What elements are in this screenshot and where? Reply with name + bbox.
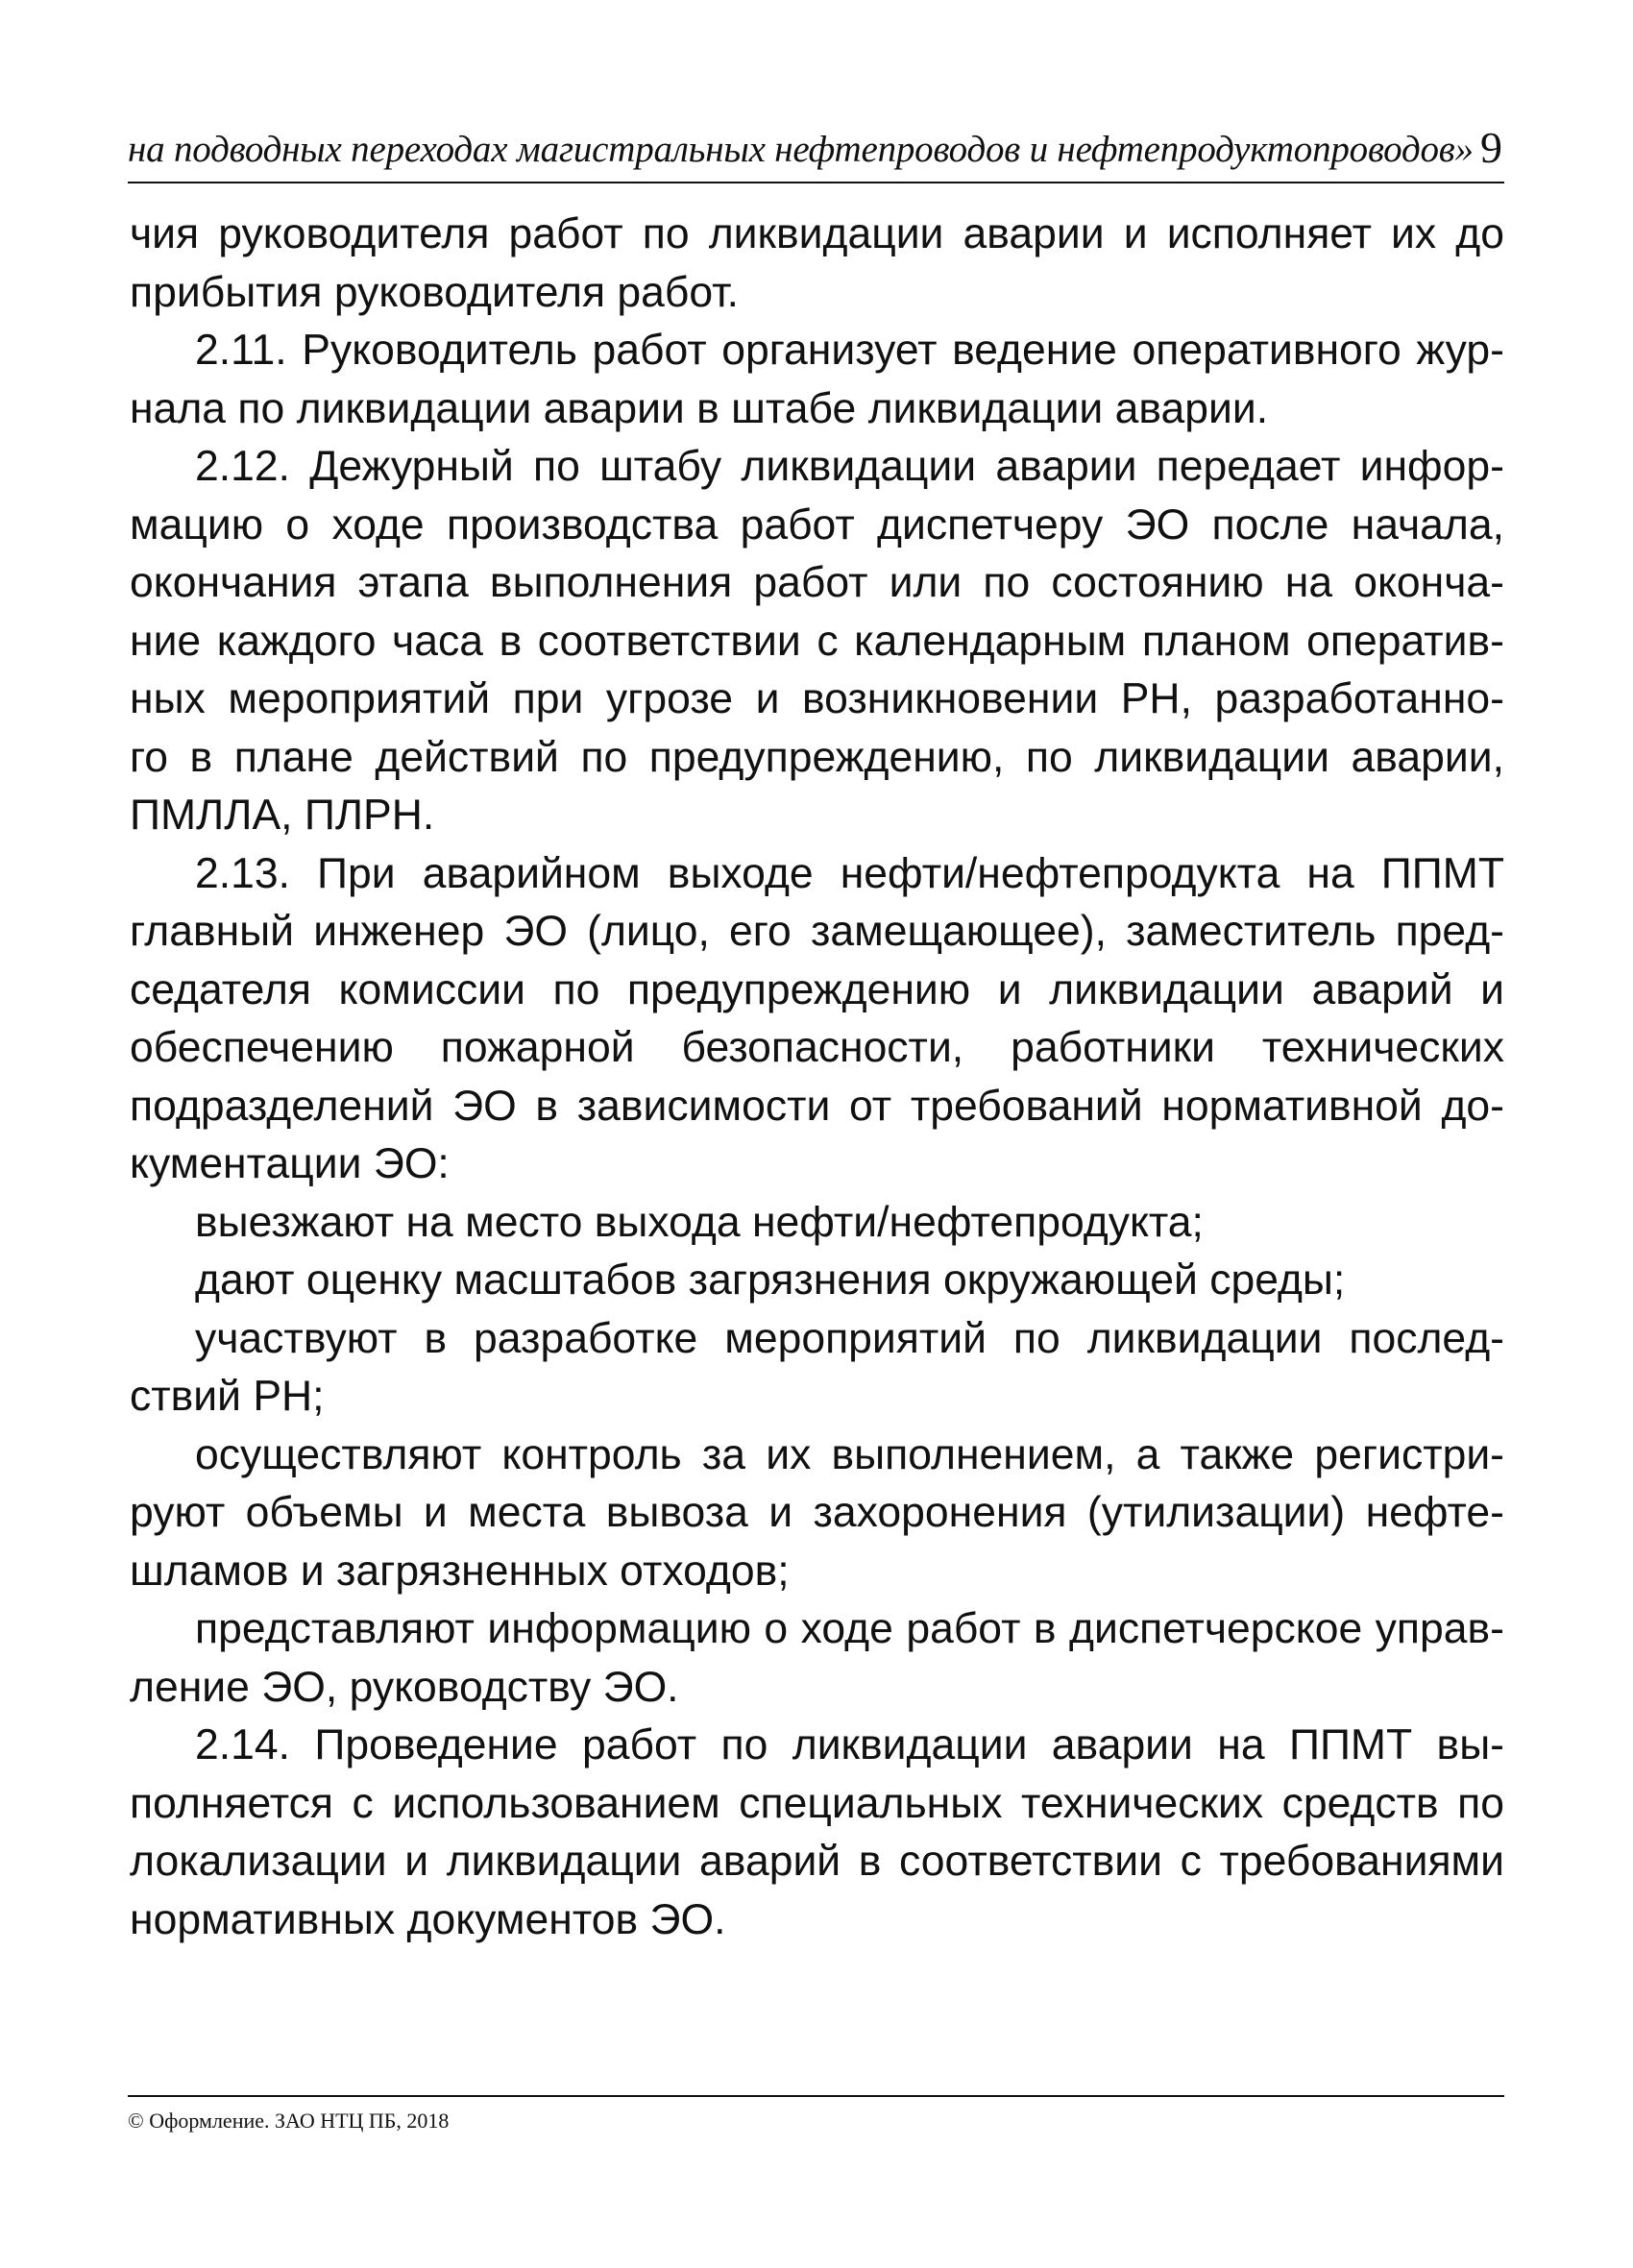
- text-line: ПМЛЛА, ПЛРН.: [130, 792, 435, 839]
- text-line: ствий РН;: [130, 1373, 325, 1420]
- body-text: [130, 206, 1504, 1949]
- text-line: окончания этапа выполнения работ или по состоянию на оконча-: [130, 559, 1504, 606]
- list-item: осуществляют контроль за их выполнением, а также регистри-: [195, 1430, 1504, 1478]
- text-line: главный инженер ЭО (лицо, его замещающее), заместитель пред-: [130, 908, 1504, 955]
- text-line: го в плане действий по предупреждению, по ликвидации аварии,: [130, 733, 1504, 781]
- text-line: обеспечению пожарной безопасности, работники технических: [130, 1024, 1504, 1071]
- copyright-notice: © Оформление. ЗАО НТЦ ПБ, 2018: [128, 2109, 450, 2133]
- text-line: прибытия руководителя работ.: [130, 268, 739, 316]
- text-line: полняется с использованием специальных технических средств по: [130, 1779, 1504, 1827]
- text-line: седателя комиссии по предупреждению и ликвидации аварий и: [130, 965, 1504, 1013]
- page-number: 9: [1480, 123, 1502, 172]
- paragraph-2-14-start: 2.14. Проведение работ по ликвидации аварии на ППМТ вы-: [195, 1721, 1504, 1768]
- page-footer: [128, 2095, 1504, 2134]
- text-line: нормативных документов ЭО.: [130, 1895, 726, 1943]
- paragraph-2-12-start: 2.12. Дежурный по штабу ликвидации аварии передает инфор-: [195, 443, 1504, 490]
- text-line: ных мероприятий при угрозе и возникновении РН, разработанно-: [130, 675, 1504, 722]
- paragraph-2-11-start: 2.11. Руководитель работ организует ведение оперативного жур-: [195, 327, 1504, 374]
- running-header: [128, 120, 1504, 183]
- text-line: локализации и ликвидации аварий в соответствии с требованиями: [130, 1838, 1504, 1885]
- text-line: чия руководителя работ по ликвидации аварии и исполняет их до: [130, 210, 1504, 257]
- list-item: дают оценку масштабов загрязнения окружающей среды;: [195, 1256, 1346, 1304]
- list-item: выезжают на место выхода нефти/нефтепродукта;: [195, 1198, 1204, 1246]
- text-line: шламов и загрязненных отходов;: [130, 1547, 790, 1595]
- text-line: ление ЭО, руководству ЭО.: [130, 1663, 679, 1711]
- text-line: подразделений ЭО в зависимости от требований нормативной до-: [130, 1082, 1504, 1130]
- text-line: кументации ЭО:: [130, 1140, 450, 1187]
- list-item: участвуют в разработке мероприятий по ликвидации послед-: [195, 1314, 1504, 1362]
- text-line: ние каждого часа в соответствии с календарным планом оператив-: [130, 617, 1504, 665]
- list-item: представляют информацию о ходе работ в диспетчерское управ-: [195, 1605, 1504, 1652]
- text-line: мацию о ходе производства работ диспетчеру ЭО после начала,: [130, 500, 1504, 549]
- text-line: нала по ликвидации аварии в штабе ликвидации аварии.: [130, 384, 1269, 432]
- running-title: на подводных переходах магистральных нефтепроводов и нефтепродуктопроводов»: [128, 129, 1474, 170]
- paragraph-2-13-start: 2.13. При аварийном выходе нефти/нефтепродукта на ППМТ: [195, 849, 1504, 897]
- text-line: руют объемы и места вывоза и захоронения (утилизации) нефте-: [130, 1489, 1504, 1536]
